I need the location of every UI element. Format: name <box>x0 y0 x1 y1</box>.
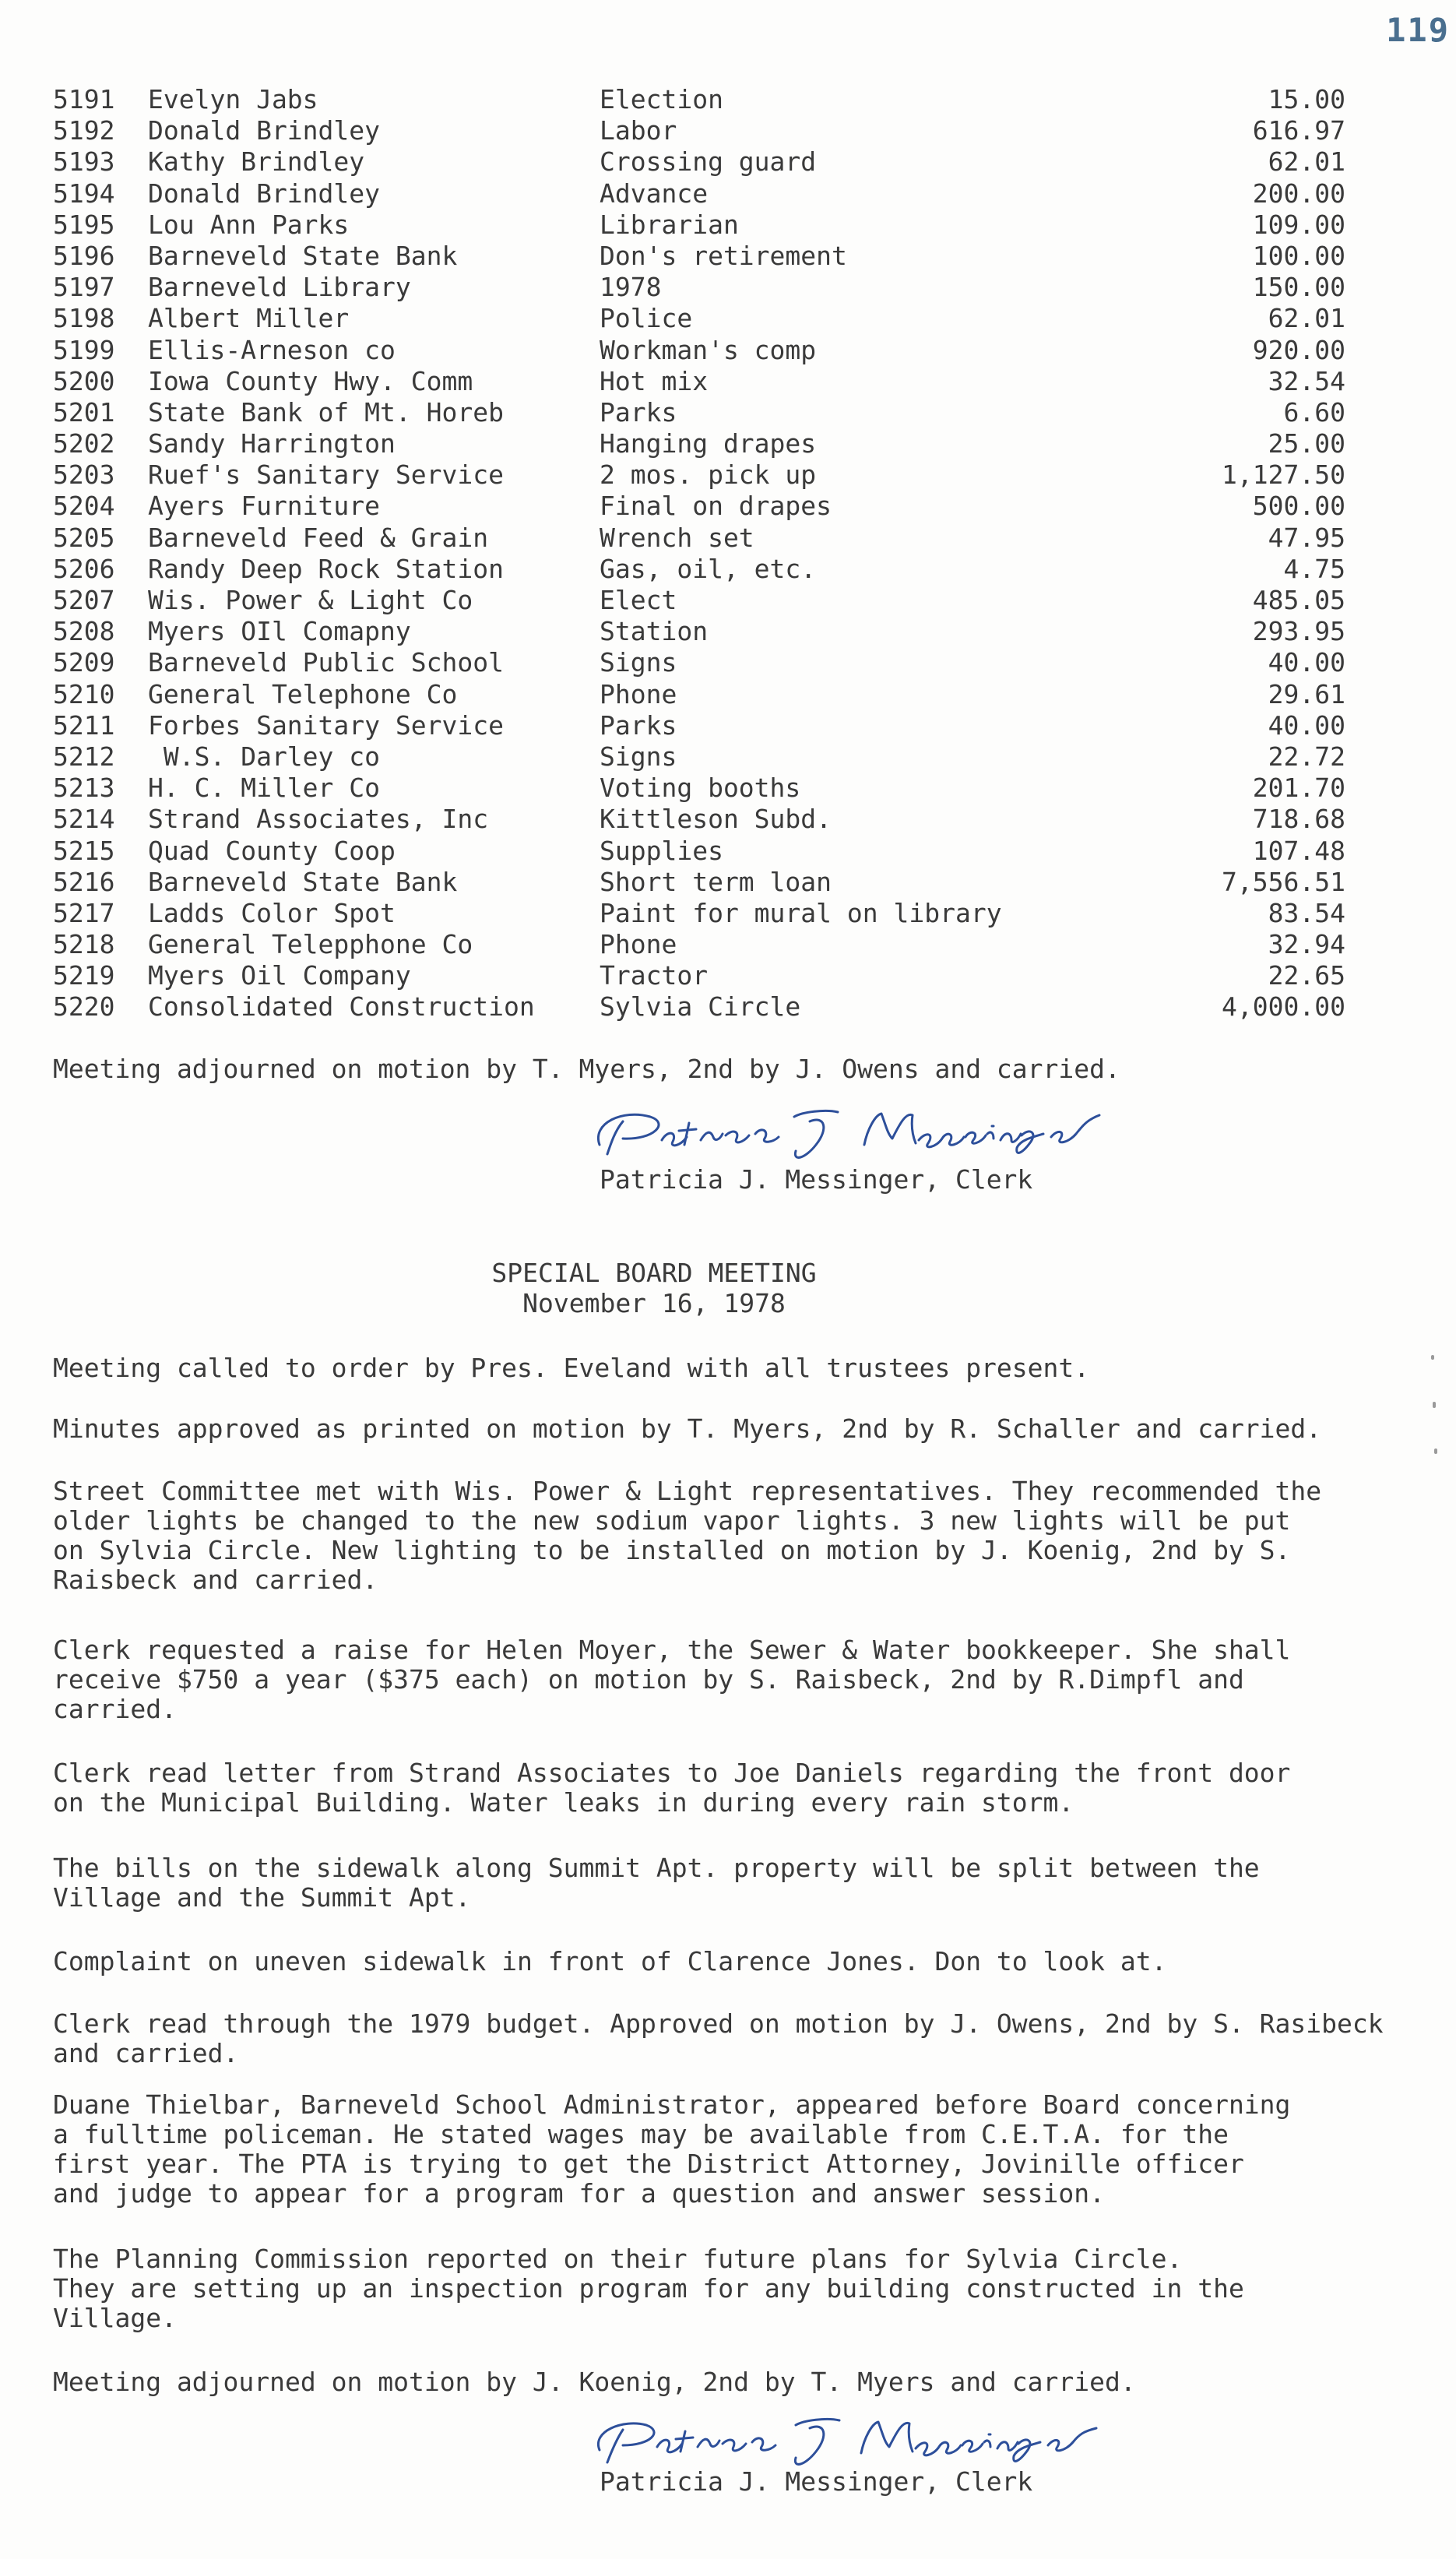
bill-number: 5216 <box>53 866 115 897</box>
bill-amount: 32.94 <box>1268 929 1345 960</box>
handwritten-signature <box>576 1100 1137 1170</box>
bill-amount: 616.97 <box>1252 115 1345 146</box>
bill-description: Paint for mural on library <box>600 897 1002 928</box>
bill-payee: Donald Brindley <box>148 115 381 146</box>
bill-row <box>53 991 1345 1023</box>
bill-row <box>53 679 1345 710</box>
bill-payee: Ruef's Sanitary Service <box>148 459 504 491</box>
bill-number: 5211 <box>53 709 115 741</box>
bill-row <box>53 178 1345 209</box>
bill-payee: Evelyn Jabs <box>148 84 318 114</box>
bill-number: 5202 <box>53 428 115 459</box>
paragraph-school-administrator: Duane Thielbar, Barneveld School Administrator, appeared before Board concerning a fulltime policeman. He stated wages may be available from C.E.T.A. for the first year. The PTA is trying to get the District Attorney, Jovinille officer and judge to appear for a program for a question and answer session. <box>53 2089 1291 2209</box>
bill-number: 5206 <box>53 553 115 584</box>
bill-number: 5196 <box>53 240 115 271</box>
bill-number: 5212 <box>53 741 115 772</box>
bill-row <box>53 585 1345 616</box>
bill-payee: Forbes Sanitary Service <box>148 709 504 741</box>
bill-amount: 62.01 <box>1268 303 1345 334</box>
bill-payee: Ayers Furniture <box>148 491 381 522</box>
bill-description: Kittleson Subd. <box>600 804 832 835</box>
bill-description: Police <box>600 303 693 334</box>
paragraph-strand-letter: Clerk read letter from Strand Associates to Joe Daniels regarding the front door on the Municipal Building. Water leaks in during every rain storm. <box>53 1758 1291 1818</box>
bill-number: 5214 <box>53 804 115 835</box>
bill-amount: 6.60 <box>1283 396 1345 428</box>
bill-amount: 40.00 <box>1268 647 1345 678</box>
bill-row <box>53 366 1345 397</box>
page-number: 119 <box>1386 11 1450 49</box>
bill-row <box>53 523 1345 554</box>
bill-amount: 15.00 <box>1268 84 1345 114</box>
special-meeting-title: SPECIAL BOARD MEETING <box>491 1258 817 1288</box>
bill-amount: 22.65 <box>1268 960 1345 991</box>
bill-number: 5203 <box>53 459 115 491</box>
bill-payee: Quad County Coop <box>148 835 396 866</box>
bill-description: Phone <box>600 929 677 960</box>
bill-amount: 22.72 <box>1268 741 1345 772</box>
signature-block-1 <box>576 1100 1137 1201</box>
bill-amount: 201.70 <box>1252 773 1345 804</box>
bill-number: 5192 <box>53 115 115 146</box>
bill-payee: Ellis-Arneson co <box>148 334 396 365</box>
bill-number: 5200 <box>53 365 115 396</box>
bill-amount: 107.48 <box>1252 835 1345 866</box>
bill-description: Phone <box>600 678 677 709</box>
bill-row <box>53 867 1345 898</box>
paragraph-call-to-order: Meeting called to order by Pres. Eveland with all trustees present. <box>53 1353 1090 1383</box>
paragraph-planning-commission: The Planning Commission reported on their future plans for Sylvia Circle. They are setting up an inspection program for any building constructed in the Village. <box>53 2244 1244 2333</box>
paragraph-clerk-raise: Clerk requested a raise for Helen Moyer, the Sewer & Water bookkeeper. She shall receive $750 a year ($375 each) on motion by S. Raisbeck, 2nd by R.Dimpfl and carried. <box>53 1635 1291 1724</box>
clerk-typed-name: Patricia J. Messinger, Clerk <box>600 2466 1033 2497</box>
bill-payee: Barneveld State Bank <box>148 240 458 271</box>
bill-description: Workman's comp <box>600 334 817 365</box>
adjournment-text-2: Meeting adjourned on motion by J. Koenig, 2nd by T. Myers and carried. <box>53 2367 1136 2397</box>
bills-list <box>53 84 1345 1023</box>
bill-payee: Lou Ann Parks <box>148 209 350 240</box>
bill-payee: Donald Brindley <box>148 178 381 209</box>
bill-number: 5213 <box>53 773 115 804</box>
bill-payee: Randy Deep Rock Station <box>148 553 504 584</box>
bill-number: 5195 <box>53 209 115 240</box>
bill-row <box>53 397 1345 428</box>
bill-amount: 40.00 <box>1268 709 1345 741</box>
bill-description: Final on drapes <box>600 491 832 522</box>
bill-amount: 200.00 <box>1252 178 1345 209</box>
bill-payee: Barneveld Public School <box>148 647 504 678</box>
bill-row <box>53 459 1345 491</box>
bill-payee: Kathy Brindley <box>148 146 365 178</box>
paragraph-street-committee: Street Committee met with Wis. Power & Light representatives. They recommended the older lights be changed to the new sodium vapor lights. 3 new lights will be put on Sylvia Circle. New lighting to be installed on motion by J. Koenig, 2nd by S. Raisbeck and carried. <box>53 1476 1322 1595</box>
bill-description: Advance <box>600 178 709 209</box>
bill-description: Crossing guard <box>600 146 817 178</box>
bill-row <box>53 710 1345 741</box>
bill-number: 5191 <box>53 84 115 114</box>
paragraph-budget: Clerk read through the 1979 budget. Approved on motion by J. Owens, 2nd by S. Rasibeck and carried. <box>53 2008 1384 2068</box>
bill-payee: Albert Miller <box>148 303 350 334</box>
bill-description: Voting booths <box>600 773 801 804</box>
bill-amount: 32.54 <box>1268 365 1345 396</box>
clerk-typed-name: Patricia J. Messinger, Clerk <box>600 1164 1033 1195</box>
bill-row <box>53 115 1345 146</box>
bill-row <box>53 898 1345 929</box>
bill-description: Short term loan <box>600 866 832 897</box>
bill-amount: 293.95 <box>1252 616 1345 647</box>
bill-description: Supplies <box>600 835 723 866</box>
bill-number: 5199 <box>53 334 115 365</box>
bill-row <box>53 554 1345 585</box>
bill-description: Signs <box>600 741 677 772</box>
bill-amount: 7,556.51 <box>1222 866 1345 897</box>
bill-row <box>53 146 1345 178</box>
bill-amount: 4,000.00 <box>1222 991 1345 1023</box>
bill-amount: 500.00 <box>1252 491 1345 522</box>
bill-description: Election <box>600 84 723 114</box>
scan-edge-mark <box>1431 1355 1434 1360</box>
bill-row <box>53 209 1345 241</box>
bill-row <box>53 773 1345 804</box>
bill-amount: 83.54 <box>1268 897 1345 928</box>
bill-number: 5218 <box>53 929 115 960</box>
bill-number: 5194 <box>53 178 115 209</box>
bill-amount: 25.00 <box>1268 428 1345 459</box>
bill-number: 5204 <box>53 491 115 522</box>
bill-row <box>53 84 1345 115</box>
bill-payee: Myers OIl Comapny <box>148 616 411 647</box>
bill-row <box>53 929 1345 960</box>
bill-payee: Barneveld Feed & Grain <box>148 522 489 553</box>
bill-row <box>53 804 1345 835</box>
bill-payee: Strand Associates, Inc <box>148 804 489 835</box>
bill-number: 5197 <box>53 272 115 303</box>
bill-amount: 1,127.50 <box>1222 459 1345 491</box>
paragraph-sidewalk-complaint: Complaint on uneven sidewalk in front of Clarence Jones. Don to look at. <box>53 1946 1167 1976</box>
bill-amount: 47.95 <box>1268 522 1345 553</box>
bill-payee: General Telephone Co <box>148 678 458 709</box>
bill-payee: Iowa County Hwy. Comm <box>148 365 473 396</box>
bill-description: Labor <box>600 115 677 146</box>
bill-description: 1978 <box>600 272 662 303</box>
bill-number: 5193 <box>53 146 115 178</box>
bill-number: 5215 <box>53 835 115 866</box>
bill-number: 5198 <box>53 303 115 334</box>
scan-edge-mark <box>1433 1402 1436 1408</box>
bill-amount: 100.00 <box>1252 240 1345 271</box>
bill-description: Signs <box>600 647 677 678</box>
bill-row <box>53 741 1345 773</box>
bill-description: Station <box>600 616 709 647</box>
bill-amount: 718.68 <box>1252 804 1345 835</box>
bill-row <box>53 335 1345 366</box>
bill-payee: Barneveld Library <box>148 272 411 303</box>
bill-description: Wrench set <box>600 522 754 553</box>
bill-description: Librarian <box>600 209 739 240</box>
bill-number: 5207 <box>53 585 115 615</box>
bill-row <box>53 616 1345 647</box>
bill-description: Parks <box>600 396 677 428</box>
bill-amount: 150.00 <box>1252 272 1345 303</box>
bill-payee: State Bank of Mt. Horeb <box>148 396 504 428</box>
bill-payee: Barneveld State Bank <box>148 866 458 897</box>
bill-amount: 109.00 <box>1252 209 1345 240</box>
bill-payee: Ladds Color Spot <box>148 897 396 928</box>
bill-description: Hanging drapes <box>600 428 817 459</box>
bill-row <box>53 428 1345 459</box>
paragraph-minutes-approved: Minutes approved as printed on motion by T. Myers, 2nd by R. Schaller and carried. <box>53 1413 1322 1444</box>
bill-description: Hot mix <box>600 365 709 396</box>
bill-description: Elect <box>600 585 677 615</box>
bill-number: 5219 <box>53 960 115 991</box>
bill-payee: General Telepphone Co <box>148 929 473 960</box>
bill-row <box>53 241 1345 272</box>
bill-amount: 485.05 <box>1252 585 1345 615</box>
bill-row <box>53 647 1345 678</box>
special-meeting-date: November 16, 1978 <box>522 1288 786 1318</box>
bill-description: Parks <box>600 709 677 741</box>
scan-edge-mark <box>1434 1448 1437 1454</box>
bill-payee: Sandy Harrington <box>148 428 396 459</box>
bill-payee: Myers Oil Company <box>148 960 411 991</box>
bill-number: 5209 <box>53 647 115 678</box>
bill-payee: W.S. Darley co <box>148 741 381 772</box>
bill-number: 5201 <box>53 396 115 428</box>
bill-description: Sylvia Circle <box>600 991 801 1023</box>
bill-payee: Consolidated Construction <box>148 991 535 1023</box>
bill-number: 5217 <box>53 897 115 928</box>
bill-number: 5210 <box>53 678 115 709</box>
bill-description: 2 mos. pick up <box>600 459 817 491</box>
bill-row <box>53 303 1345 334</box>
signature-block-2 <box>576 2411 1137 2512</box>
bill-amount: 920.00 <box>1252 334 1345 365</box>
adjournment-text-1: Meeting adjourned on motion by T. Myers, 2nd by J. Owens and carried. <box>53 1054 1120 1084</box>
bill-description: Gas, oil, etc. <box>600 553 817 584</box>
bill-description: Don's retirement <box>600 240 847 271</box>
bill-amount: 4.75 <box>1283 553 1345 584</box>
bill-payee: H. C. Miller Co <box>148 773 381 804</box>
bill-amount: 29.61 <box>1268 678 1345 709</box>
bill-row <box>53 491 1345 522</box>
bill-payee: Wis. Power & Light Co <box>148 585 473 615</box>
bill-number: 5220 <box>53 991 115 1023</box>
bill-amount: 62.01 <box>1268 146 1345 178</box>
bill-row <box>53 960 1345 991</box>
bill-row <box>53 272 1345 303</box>
bill-description: Tractor <box>600 960 709 991</box>
bill-number: 5208 <box>53 616 115 647</box>
bill-row <box>53 836 1345 867</box>
bill-number: 5205 <box>53 522 115 553</box>
paragraph-sidewalk-bills: The bills on the sidewalk along Summit Apt. property will be split between the Village and the Summit Apt. <box>53 1853 1260 1913</box>
